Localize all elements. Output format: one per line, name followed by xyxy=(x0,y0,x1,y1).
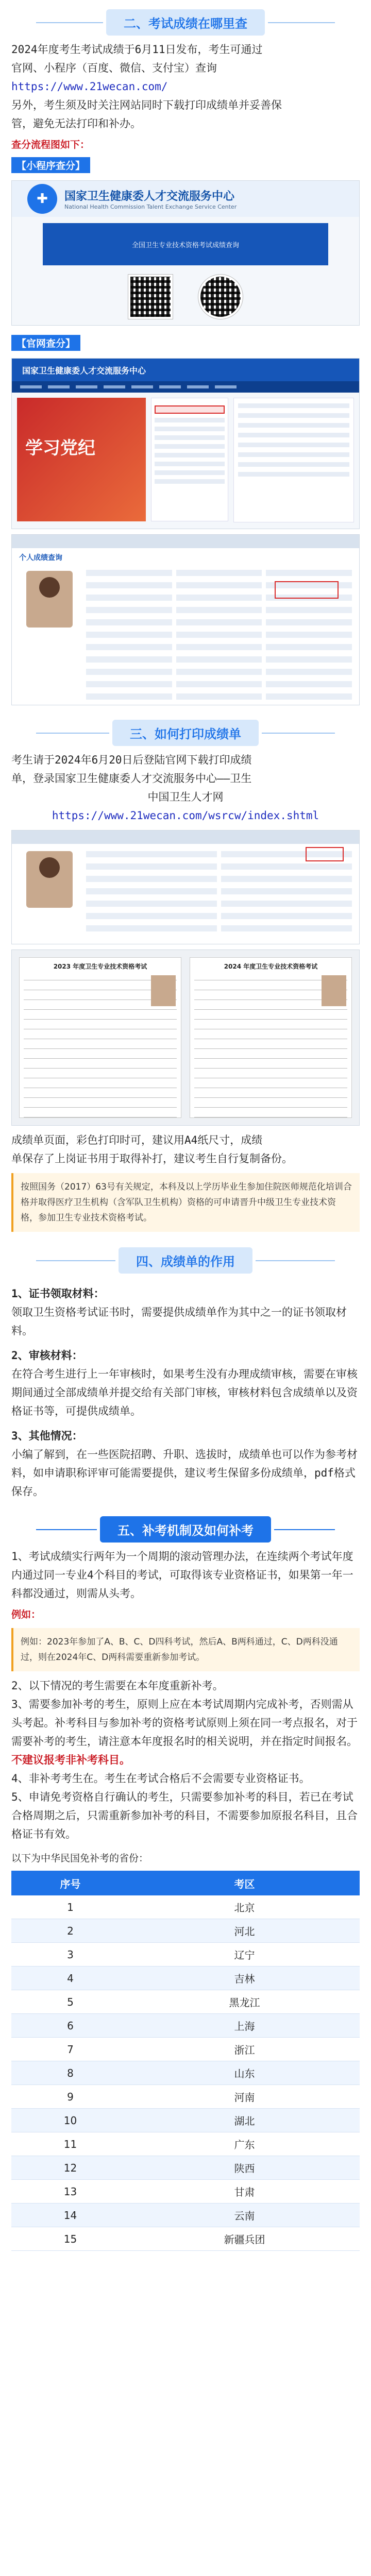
table-row: 15 新疆兵团 xyxy=(11,2227,360,2251)
website-tag: 【官网查分】 xyxy=(11,335,80,351)
score-query-screenshot xyxy=(11,534,360,705)
section-title: 五、补考机制及如何补考 xyxy=(100,1516,271,1543)
form-titlebar xyxy=(12,831,359,844)
usage-heading: 3、其他情况： xyxy=(11,1430,83,1442)
qr-code-icon xyxy=(128,275,173,319)
table-row: 10 湖北 xyxy=(11,2109,360,2132)
sheet-title: 2024 年度卫生专业技术资格考试 xyxy=(224,963,318,970)
print-button-highlight xyxy=(306,847,344,861)
web-nav: 国家卫生健康委人才交流服务中心 xyxy=(12,359,359,381)
mp-name: 国家卫生健康委人才交流服务中心 xyxy=(64,190,235,203)
table-row: 8 山东 xyxy=(11,2061,360,2085)
mp-subtitle: National Health Commission Talent Exchange Service Center xyxy=(64,204,237,210)
print-tip: 成绩单页面，彩色打印时可，建议用A4纸尺寸，成绩 xyxy=(11,1134,263,1146)
sheet-title: 2023 年度卫生专业技术资格考试 xyxy=(53,963,147,970)
retake-p3: 3、需要参加补考的考生，原则上应在本考试周期内完成补考，否则需从头考起。补考科目与参加补考的资格考试原则上须在同一考点报名，对于需要补考的考生，请注意本年度报名时的相关说明，并在指定时间报名。 xyxy=(11,1698,358,1748)
score-sheets-image xyxy=(11,950,360,1126)
example-label: 例如： xyxy=(11,1609,41,1620)
mp-banner: 全国卫生专业技术资格考试成绩查询 xyxy=(43,223,328,265)
section-header-print xyxy=(0,715,371,751)
mp-header xyxy=(12,181,359,217)
flow-label: 查分流程图如下： xyxy=(11,139,90,150)
web-menu xyxy=(12,381,359,393)
retake-p2: 2、以下情况的考生需要在本年度重新补考。 xyxy=(11,1680,224,1692)
print-page-screenshot xyxy=(11,830,360,944)
miniprogram-tag: 【小程序查分】 xyxy=(11,157,90,173)
table-row: 14 云南 xyxy=(11,2204,360,2227)
web-news xyxy=(233,398,354,522)
retake-p5: 5、申请免考资格自行确认的考生，只需要参加补考的科目，若已在考试合格周期之后，只需重新参加补考的科目，不需要参加原报名科目，且合格证书有效。 xyxy=(11,1791,358,1840)
print-line: 中国卫生人才网 xyxy=(147,791,224,803)
table-header-area: 考区 xyxy=(129,1871,360,1895)
usage-heading: 1、证书领取材料： xyxy=(11,1287,105,1300)
table-row: 7 浙江 xyxy=(11,2038,360,2061)
table-caption: 以下为中华民国免补考的省份： xyxy=(11,1853,149,1864)
applicant-photo xyxy=(26,851,73,908)
print-tip: 单保存了上岗证书用于取得补打，建议考生自行复制备份。 xyxy=(11,1153,293,1165)
applicant-photo xyxy=(26,571,73,628)
form-titlebar xyxy=(12,535,359,548)
retake-p1: 1、考试成绩实行两年为一个周期的滚动管理办法，在连续两个考试年度内通过同一专业4个科目的考试，可取得该专业资格证书，如果第一年一科都没通过，则需从头考。 xyxy=(11,1550,353,1600)
retake-warning: 不建议报考非补考科目。 xyxy=(11,1754,130,1766)
table-row: 2 河北 xyxy=(11,1919,360,1943)
policy-note: 按照国务（2017）63号有关规定，本科及以上学历毕业生参加住院医师规范化培训合格并取得医疗卫生机构（含军队卫生机构）资格的可申请晋升中级卫生专业技术资格，参加卫生专业技术资格考试。 xyxy=(11,1173,360,1232)
site-link[interactable]: https://www.21wecan.com/ xyxy=(11,80,168,93)
web-banner-text: 学习党纪 xyxy=(25,438,95,459)
section-header-usage xyxy=(0,1242,371,1278)
usage-heading: 2、审核材料： xyxy=(11,1349,83,1362)
website-screenshot xyxy=(11,358,360,529)
table-row: 1 北京 xyxy=(11,1895,360,1919)
retake-p4: 4、非补考考生在。考生在考试合格后不会需要专业资格证书。 xyxy=(11,1772,310,1785)
web-list xyxy=(151,398,228,521)
mini-program-code-icon xyxy=(198,275,243,319)
retake-example: 例如：2023年参加了A、B、C、D四科考试，然后A、B两科通过，C、D两科没通过，则在2024年C、D两科需要重新参加考试。 xyxy=(11,1628,360,1671)
print-line: 单，登录国家卫生健康委人才交流服务中心——卫生 xyxy=(11,772,252,785)
usage-body: 小编了解到，在一些医院招聘、升职、选拔时，成绩单也可以作为参考材料，如申请职称评审可能需要提供，建议考生保留多份成绩单，pdf格式保存。 xyxy=(11,1448,358,1498)
intro-line: 管，避免无法打印和补办。 xyxy=(11,117,141,130)
intro-line: 另外，考生须及时关注网站同时下载打印成绩单并妥善保 xyxy=(11,99,282,111)
table-row: 13 甘肃 xyxy=(11,2180,360,2204)
table-row: 3 辽宁 xyxy=(11,1943,360,1967)
print-line: 考生请于2024年6月20日后登陆官网下载打印成绩 xyxy=(11,754,252,766)
table-row: 11 广东 xyxy=(11,2132,360,2156)
usage-body: 领取卫生资格考试证书时，需要提供成绩单作为其中之一的证书领取材料。 xyxy=(11,1306,347,1337)
web-banner xyxy=(17,398,146,521)
score-sheet-2024 xyxy=(190,957,352,1118)
form-title: 个人成绩查询 xyxy=(19,554,62,562)
print-site-link[interactable]: https://www.21wecan.com/wsrcw/index.shtml xyxy=(52,809,319,822)
section-title: 三、如何打印成绩单 xyxy=(112,720,259,746)
province-table-wrap xyxy=(11,1871,360,2251)
usage-body: 在符合考生进行上一年审核时，如果考生没有办理成绩审核，需要在审核期间通过全部成绩单并提交给有关部门审核，审核材料包含成绩单以及资格证书等，可提供成绩单。 xyxy=(11,1368,358,1417)
section-title: 四、成绩单的作用 xyxy=(119,1247,252,1274)
emblem-icon: ✚ xyxy=(27,184,57,214)
table-header-no: 序号 xyxy=(11,1871,129,1895)
section-header-where-check xyxy=(0,4,371,40)
miniprogram-screenshot xyxy=(11,180,360,326)
qr-row xyxy=(12,272,359,326)
province-table xyxy=(11,1871,360,2251)
table-row: 12 陕西 xyxy=(11,2156,360,2180)
score-sheet-2023 xyxy=(19,957,181,1118)
section-header-retake xyxy=(0,1511,371,1547)
intro-line: 官网、小程序（百度、微信、支付宝）查询 xyxy=(11,62,217,74)
table-row: 4 吉林 xyxy=(11,1967,360,1990)
section-title: 二、考试成绩在哪里查 xyxy=(106,9,265,36)
intro-line: 2024年度考生考试成绩于6月11日发布，考生可通过 xyxy=(11,43,263,56)
highlight-box xyxy=(275,581,339,599)
table-row: 9 河南 xyxy=(11,2085,360,2109)
table-row: 6 上海 xyxy=(11,2014,360,2038)
table-row: 5 黑龙江 xyxy=(11,1990,360,2014)
